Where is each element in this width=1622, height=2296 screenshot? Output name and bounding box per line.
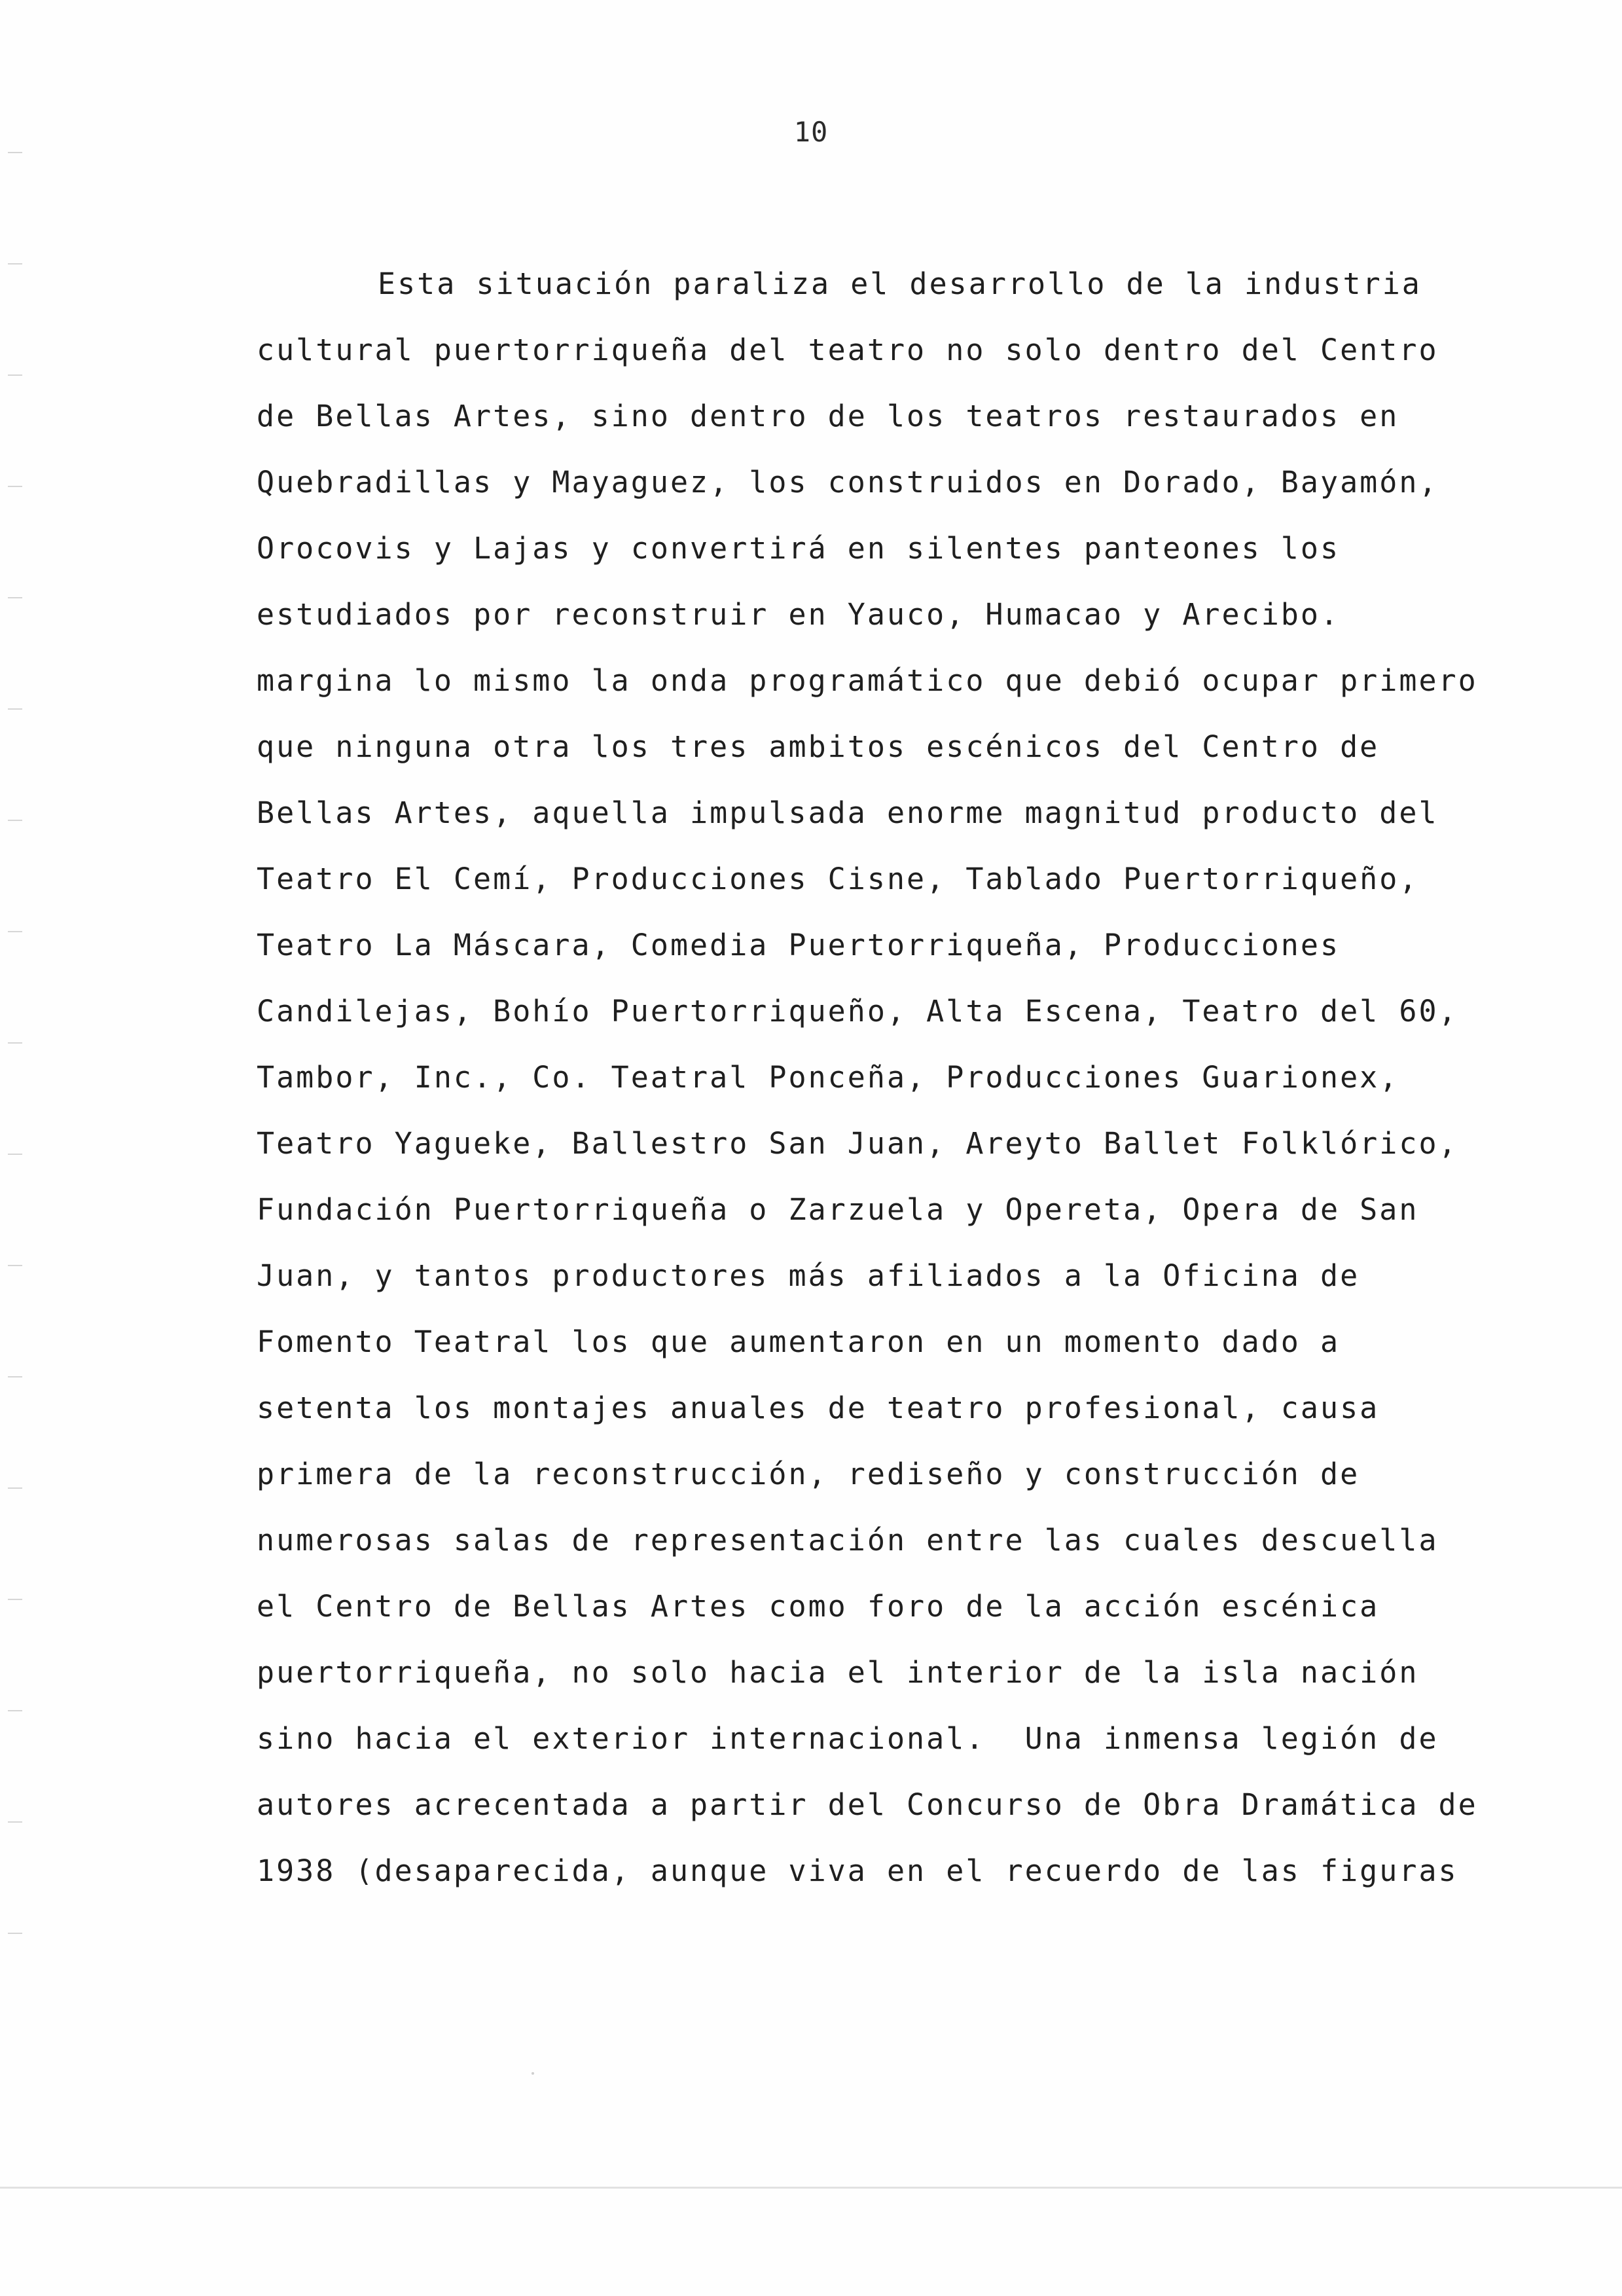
text-line: Teatro Yagueke, Ballestro San Juan, Areyto Ballet Folklórico, bbox=[257, 1126, 1458, 1161]
text-line: autores acrecentada a partir del Concurso de Obra Dramática de bbox=[257, 1787, 1478, 1822]
text-line: Juan, y tantos productores más afiliados a la Oficina de bbox=[257, 1258, 1360, 1293]
text-line: Fomento Teatral los que aumentaron en un momento dado a bbox=[257, 1324, 1341, 1359]
text-line: Teatro El Cemí, Producciones Cisne, Tablado Puertorriqueño, bbox=[257, 862, 1419, 896]
text-line: cultural puertorriqueña del teatro no solo dentro del Centro bbox=[257, 333, 1439, 367]
text-line: Teatro La Máscara, Comedia Puertorriqueña, Producciones bbox=[257, 928, 1341, 962]
text-line: Orocovis y Lajas y convertirá en silentes panteones los bbox=[257, 531, 1341, 566]
text-line: Tambor, Inc., Co. Teatral Ponceña, Producciones Guarionex, bbox=[257, 1060, 1399, 1095]
text-line: numerosas salas de representación entre las cuales descuella bbox=[257, 1523, 1439, 1558]
text-line: sino hacia el exterior internacional. Una inmensa legión de bbox=[257, 1721, 1439, 1756]
text-line: Candilejas, Bohío Puertorriqueño, Alta Escena, Teatro del 60, bbox=[257, 994, 1458, 1029]
text-line: primera de la reconstrucción, rediseño y construcción de bbox=[257, 1457, 1360, 1491]
page-number: 10 bbox=[793, 116, 829, 148]
text-line: Fundación Puertorriqueña o Zarzuela y Opereta, Opera de San bbox=[257, 1192, 1419, 1227]
scan-edge-line bbox=[0, 2187, 1622, 2189]
text-line: Bellas Artes, aquella impulsada enorme magnitud producto del bbox=[257, 795, 1439, 830]
text-line: el Centro de Bellas Artes como foro de la acción escénica bbox=[257, 1589, 1380, 1624]
text-line: puertorriqueña, no solo hacia el interior de la isla nación bbox=[257, 1655, 1419, 1690]
text-line: Quebradillas y Mayaguez, los construidos en Dorado, Bayamón, bbox=[257, 465, 1439, 500]
paper-speck bbox=[532, 2072, 534, 2075]
text-line: que ninguna otra los tres ambitos escénicos del Centro de bbox=[257, 729, 1380, 764]
body-paragraph bbox=[257, 262, 1500, 1915]
left-margin-marks bbox=[0, 0, 26, 2296]
text-line: 1938 (desaparecida, aunque viva en el recuerdo de las figuras bbox=[257, 1853, 1458, 1888]
text-line: estudiados por reconstruir en Yauco, Humacao y Arecibo. bbox=[257, 597, 1341, 632]
text-line: de Bellas Artes, sino dentro de los teatros restaurados en bbox=[257, 399, 1399, 433]
text-line: setenta los montajes anuales de teatro profesional, causa bbox=[257, 1391, 1380, 1425]
text-line: margina lo mismo la onda programático que debió ocupar primero bbox=[257, 663, 1478, 698]
text-line: Esta situación paraliza el desarrollo de la industria bbox=[378, 266, 1422, 301]
